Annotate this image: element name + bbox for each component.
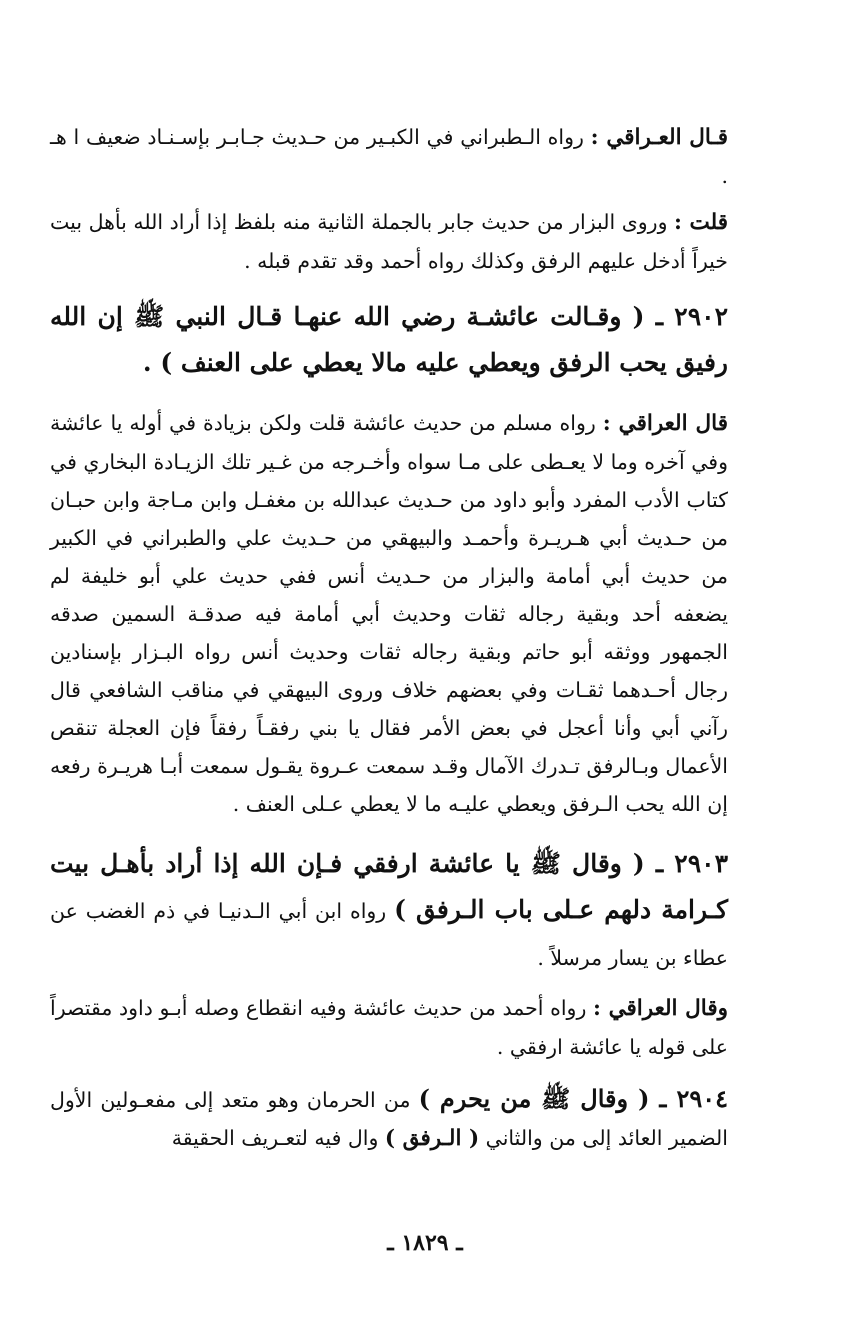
label-qult: قلت : [674,210,728,235]
hadith-2904-term: ( الـرفق ) [384,1126,480,1151]
hadith-2903 [50,841,728,981]
label-iraqi: قـال العـراقي : [590,125,728,150]
hadith-2904-explanation-end: وال فيه لتعـريف الحقيقة [171,1126,385,1150]
label-iraqi: وقال العراقي : [593,996,728,1021]
page-number: ـ ١٨٢٩ ـ [387,1230,463,1256]
hadith-2904 [50,1080,728,1158]
paragraph-text: رواه مسلم من حديث عائشة قلت ولكن بزيادة في أوله يا عائشة وفي آخره وما لا يعـطى على مـا سواه وأخـرجه من غـير تلك الزيـادة البخاري في كتاب الأدب المفرد وأبو داود من حـديث عبدالله بن مغفـل وابن مـاجة وابن حبـان من حـديث أبي هـريـرة وأحمـد والبيهقي من حـديث علي والطبراني في الكبير من حديث أبي أمامة والبزار من حـديث أنس ففي حديث علي أبو خليفة لم يضعفه أحد وبقية رجاله ثقات وحديث أبي أمامة فيه صدقـة السمين صدقه الجمهور ووثقه أبو حاتم وبقية رجاله ثقات وحديث أنس رواه البـزار بإسنادين رجال أحـدهما ثقـات وفي بعضهم خلاف وروى البيهقي في مناقب الشافعي قال رآني أبي وأنا أعجل في بعض الأمر فقال يا بني رفقـاً رفقاً فإن العجلة تنقص الأعمال وبـالرفق تـدرك الآمال وقـد سمعت عـروة يقـول سمعت أبـا هريـرة رفعه إن الله يحب الـرفق ويعطي عليـه ما لا يعطي عـلى العنف . [50,411,728,816]
hadith-2904-text: ٢٩٠٤ ـ ( وقال ﷺ من يحرم ) [418,1084,729,1113]
paragraph-qult [50,203,728,280]
hadith-2903-text: ٢٩٠٣ ـ ( وقال ﷺ يا عائشة ارفقي فـإن الله إذا أراد بأهـل بيت كـرامة دلهم عـلى باب الـرفق ) [50,849,728,924]
hadith-2904-explanation: من الحرمان وهو متعد إلى مفعـولين الأول الضمير العائد إلى من والثاني [50,1088,728,1150]
paragraph-text: رواه أحمد من حديث عائشة وفيه انقطاع وصله أبـو داود مقتصراً على قوله يا عائشة ارفقي . [50,996,728,1059]
hadith-2902: ٢٩٠٢ ـ ( وقـالت عائشـة رضي الله عنهـا قـال النبي ﷺ إن الله رفيق يحب الرفق ويعطي عليه مالا يعطي على العنف ) . [50,302,728,377]
paragraph-text: رواه الـطبراني في الكبـير من حـديث جـابـر بإسـنـاد ضعيف ا هـ . [50,125,728,188]
hadith-2903-source: رواه ابن أبي الـدنيـا في ذم الغضب عن عطاء بن يسار مرسلاً . [50,899,728,970]
paragraph-iraqi-2 [50,404,728,823]
paragraph-text: وروى البزار من حديث جابر بالجملة الثانية منه بلفظ إذا أراد الله بأهل بيت خيراً أدخل عليهم الرفق وكذلك رواه أحمد وقد تقدم قبله . [50,210,728,273]
label-iraqi: قال العراقي : [602,411,728,436]
paragraph-iraqi-1 [50,118,728,195]
paragraph-iraqi-3 [50,989,728,1066]
